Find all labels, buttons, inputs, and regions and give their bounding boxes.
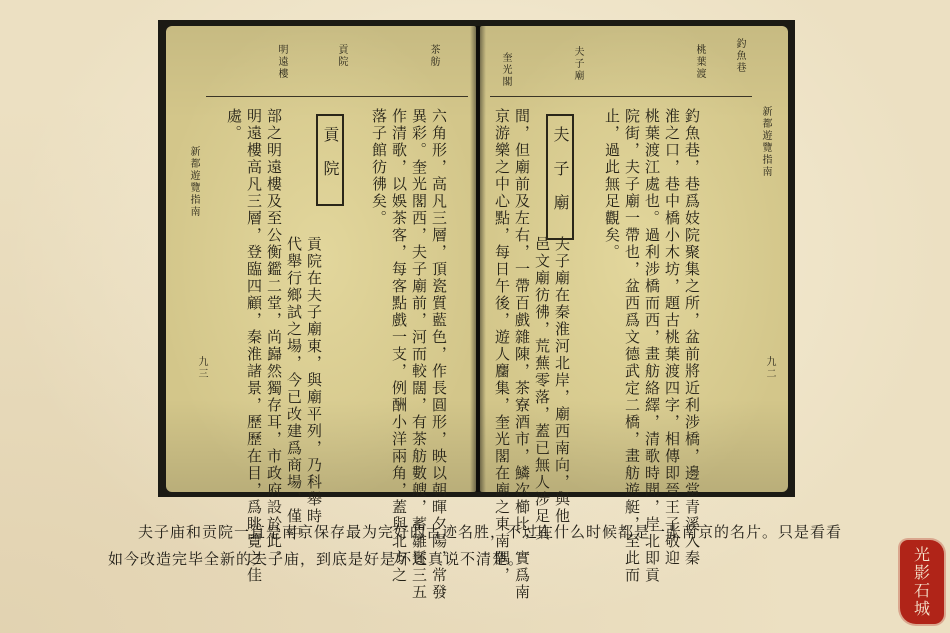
- seal-char: 城: [913, 599, 930, 618]
- column-header: 釣魚巷: [734, 38, 745, 74]
- book-gutter: [470, 26, 486, 492]
- text-column: 作清歌，以娛茶客，每客點戲一支，例酬小洋兩角，蓋與北方之: [390, 108, 408, 584]
- running-header-title: 新都遊覽指南: [188, 146, 199, 218]
- page-number: 九三: [196, 356, 207, 380]
- text-column: 異彩。奎光閣西，夫子廟前，河而較闊，有茶舫數艘，蓄雛鬟三五: [410, 108, 428, 601]
- text-column: 院街，夫子廟一帶也，盆西爲文德武定二橋，畫舫遊艇，至此而: [623, 108, 641, 584]
- text-column: 邑文廟彷彿，荒蕪零落，蓋已無人涉足其: [533, 236, 551, 542]
- section-heading-box: 夫子廟: [546, 114, 574, 240]
- text-column: 桃葉渡江處也。過利涉橋而西，畫舫絡繹，清歌時聞，岸北即貢: [643, 108, 661, 584]
- column-header: 夫子廟: [572, 46, 583, 82]
- seal-stamp: [900, 540, 944, 624]
- text-column: 明遠樓高凡三層，登臨四顧，秦淮諸景，歷歷在目，爲眺覽之佳: [245, 108, 263, 584]
- text-column: 部之明遠樓及至公衡鑑二堂，尚巋然獨存耳，市政府設於此。: [265, 108, 283, 567]
- left-page: [166, 26, 476, 601]
- column-header: 明遠樓: [276, 44, 287, 80]
- seal-char: 石: [913, 581, 930, 600]
- column-header: 茶舫: [428, 44, 439, 68]
- text-column: 淮之口，巷中橋小木坊，題古桃葉渡四字，相傳即晉王子敬迎: [663, 108, 681, 567]
- text-column: 貢院在夫子廟東，與廟平列，乃科舉時: [305, 236, 323, 525]
- right-page: [480, 26, 788, 601]
- text-column: 夫子廟在秦淮河北岸，廟西南向，與他: [553, 236, 571, 525]
- text-column: 落子館彷彿矣。: [370, 108, 388, 227]
- text-column: 代舉行鄉試之場，今已改建爲商場，僅中: [285, 236, 303, 542]
- column-header: 奎光閣: [500, 52, 511, 88]
- header-rule: [206, 96, 468, 97]
- seal-char: 光: [913, 545, 930, 564]
- text-column: 六角形，高凡三層，頂瓷質藍色，作長圓形，映以朝暉夕陽，常發: [430, 108, 448, 601]
- text-column: 釣魚巷，巷爲妓院聚集之所，盆前將近利涉橋，邊當青溪入秦: [683, 108, 701, 567]
- section-heading-box: 貢院: [316, 114, 344, 206]
- column-header: 桃葉渡: [694, 44, 705, 80]
- header-rule: [490, 96, 752, 97]
- seal-char: 影: [913, 563, 930, 582]
- caption: 夫子庙和贡院一直是南京保存最为完好的古迹名胜，不过在什么时候都是一张南京的名片。只是看看如今改造完毕全新的夫子庙，到底是好是坏还真说不清楚。: [108, 523, 843, 568]
- column-header: 貢院: [336, 44, 347, 68]
- running-header-title: 新都遊覽指南: [760, 106, 771, 178]
- text-column: 止，過此無足觀矣。: [603, 108, 621, 261]
- page-number: 九二: [764, 356, 775, 380]
- text-column: 京游樂之中心點，每日午後，遊人麕集，奎光閣在廟之東南隅，: [493, 108, 511, 584]
- text-column: 處。: [225, 108, 243, 142]
- text-column: 間，但廟前及左右，一帶百戲雜陳，茶寮酒市，鱗次櫛比，實爲南: [513, 108, 531, 601]
